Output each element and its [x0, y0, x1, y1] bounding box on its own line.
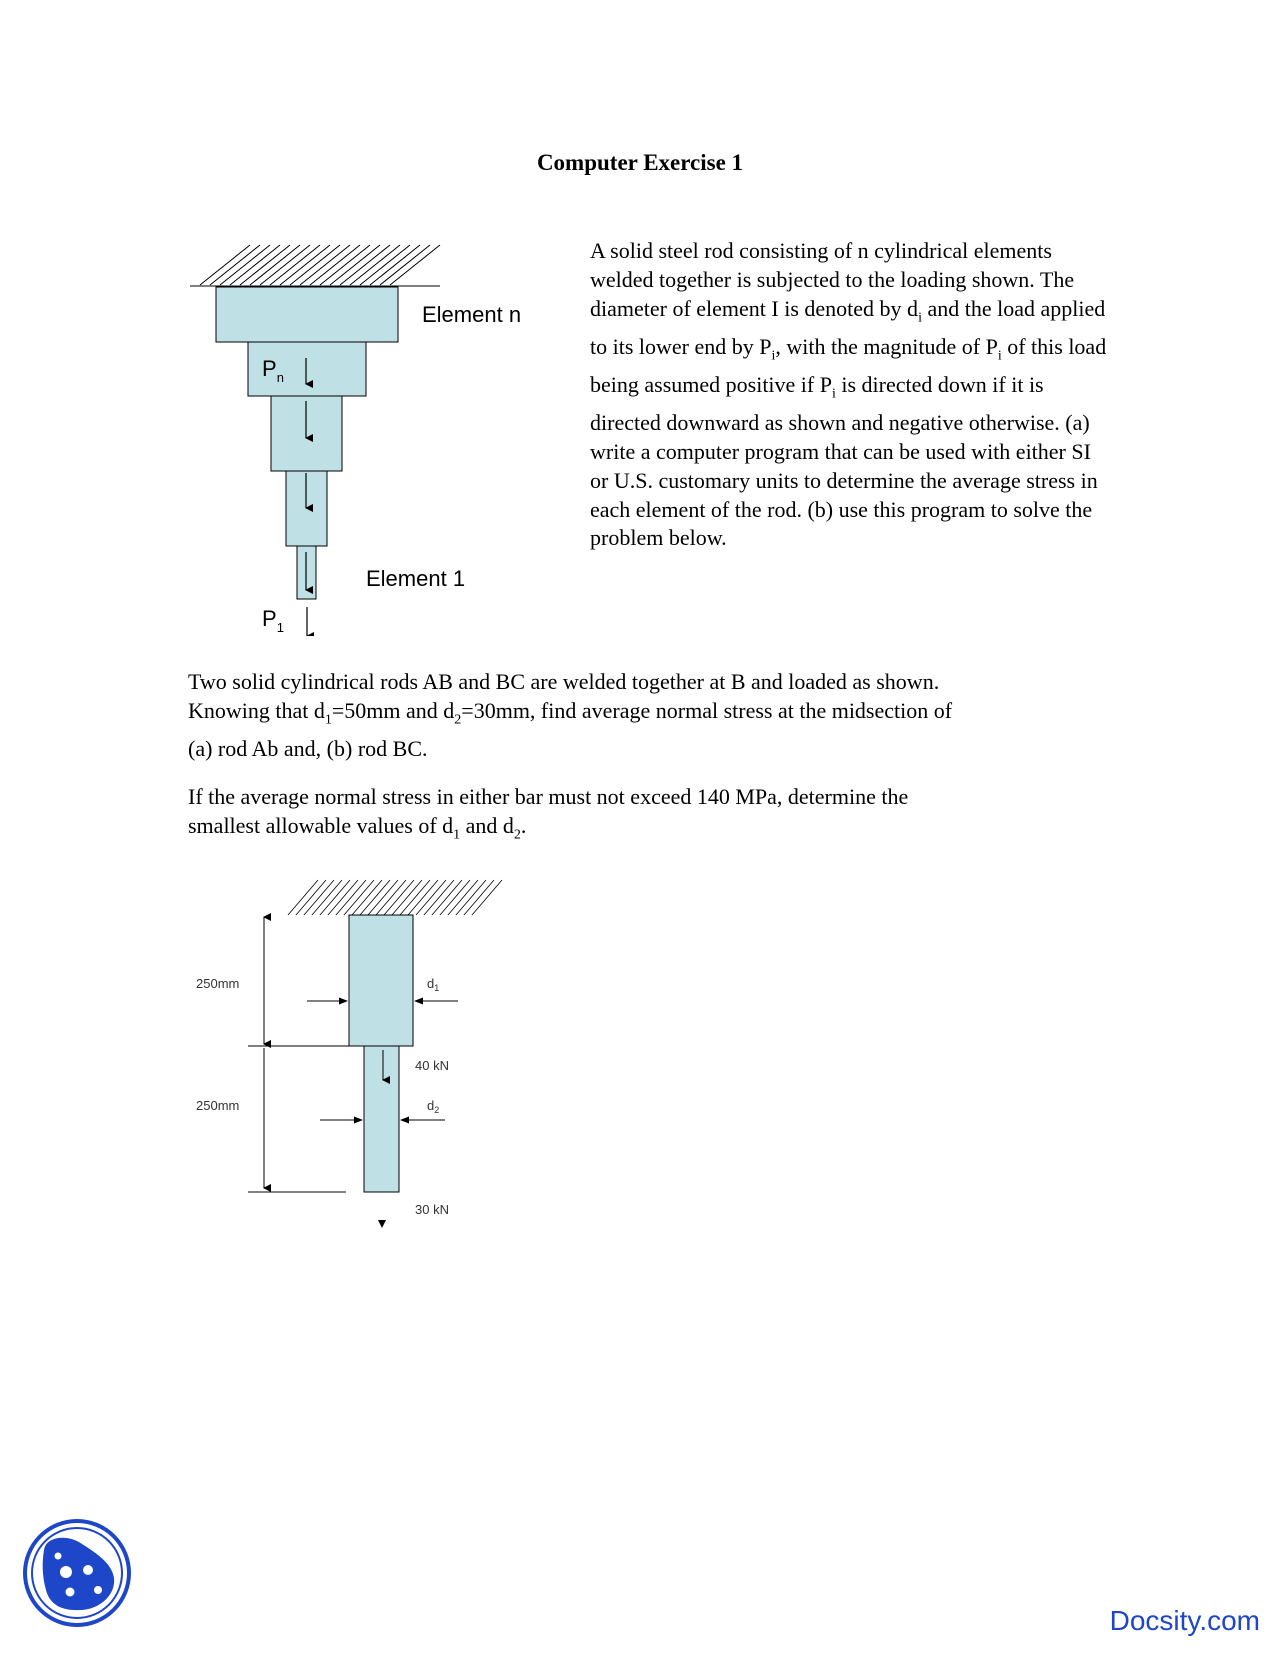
page-title: Computer Exercise 1 — [536, 150, 744, 175]
label-element-1: Element 1 — [366, 566, 466, 591]
load-arrow-c — [378, 1220, 386, 1228]
problem-paragraph-1: Two solid cylindrical rods AB and BC are welded together at B and loaded as shown. Knowing that $d_1=50mm$ and $d_2=30mm$, find average normal stress at the midsection of (a) rod Ab and, (b) rod BC. — [188, 669, 953, 761]
ceiling-hatch-2 — [288, 880, 502, 915]
label-len-ab: 250mm — [196, 976, 240, 991]
stepped-rod-figure — [180, 236, 550, 636]
label-load-c: 30 kN — [415, 1202, 449, 1217]
ceiling-hatch — [190, 245, 440, 286]
rod-bc — [364, 1046, 399, 1192]
rod-ab — [349, 915, 413, 1046]
exercise-description: A solid steel rod consisting of n cylindrical elements welded together is subjected to the loading shown. The diameter of element I is denoted by $d_i$ and the load applied to its lower end by $P_i$, with the magnitude of $P_i$ of this load being assumed positive if $P_i$ is directed down if it is directed downward as shown and negative otherwise. (a) write a computer program that can be used with either SI or U.S. customary units to determine the average stress in each element of the rod. (b) use this program to solve the problem below. — [590, 238, 1107, 551]
label-d2: $d_2$ — [427, 1098, 440, 1115]
docsity-link[interactable]: Docsity.com — [1109, 1605, 1260, 1636]
docsity-logo-icon[interactable] — [22, 1518, 132, 1628]
problem-paragraph-2: If the average normal stress in either bar must not exceed 140 MPa, determine the smallest allowable values of $d_1$ and $d_2$. — [188, 784, 909, 843]
rods-ab-bc-figure — [185, 865, 515, 1235]
label-element-n: Element n — [422, 302, 522, 327]
label-len-bc: 250mm — [196, 1098, 240, 1113]
element-n — [216, 287, 398, 342]
label-load-b: 40 kN — [415, 1058, 449, 1073]
label-p1: $P_1$ — [262, 606, 284, 635]
label-d1: $d_1$ — [427, 976, 440, 993]
label-pn: $P_n$ — [262, 356, 284, 385]
